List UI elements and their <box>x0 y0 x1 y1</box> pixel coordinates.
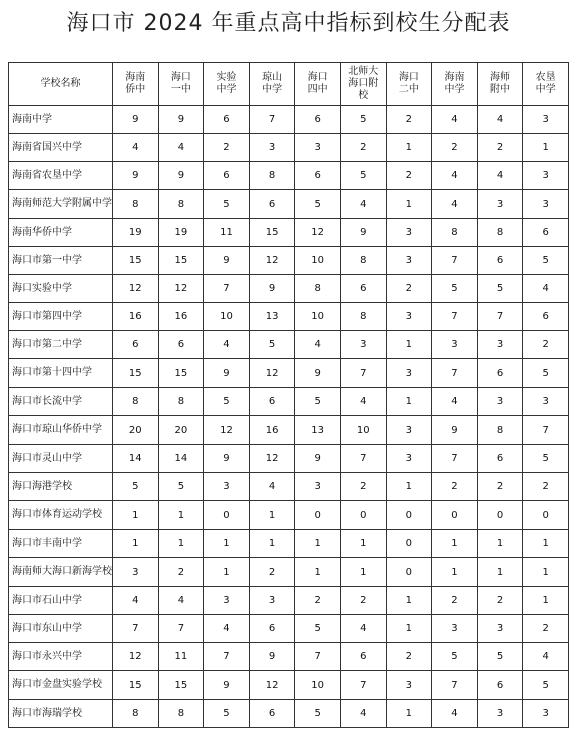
quota-cell: 6 <box>158 331 204 359</box>
quota-cell: 1 <box>386 587 432 615</box>
quota-cell: 3 <box>249 134 295 162</box>
quota-cell: 1 <box>295 530 341 558</box>
quota-cell: 8 <box>158 388 204 416</box>
quota-cell: 2 <box>432 134 478 162</box>
quota-cell: 6 <box>340 643 386 671</box>
table-row <box>9 671 569 700</box>
quota-cell: 2 <box>477 134 523 162</box>
table-row <box>9 530 569 558</box>
school-name-cell: 海口海港学校 <box>9 473 113 501</box>
quota-cell: 2 <box>523 331 569 359</box>
quota-cell: 5 <box>432 643 478 671</box>
quota-cell: 6 <box>477 445 523 473</box>
quota-cell: 7 <box>340 671 386 700</box>
table-row <box>9 162 569 190</box>
quota-cell: 4 <box>340 388 386 416</box>
quota-cell: 5 <box>340 106 386 134</box>
school-name-cell: 海口市石山中学 <box>9 587 113 615</box>
allocation-table <box>8 62 569 728</box>
quota-cell: 6 <box>113 331 159 359</box>
quota-cell: 9 <box>158 162 204 190</box>
quota-cell: 0 <box>204 501 250 530</box>
quota-cell: 2 <box>249 558 295 587</box>
quota-cell: 3 <box>432 615 478 643</box>
table-body <box>9 106 569 728</box>
quota-cell: 7 <box>432 247 478 275</box>
quota-cell: 1 <box>386 615 432 643</box>
quota-cell: 3 <box>477 331 523 359</box>
quota-cell: 5 <box>523 445 569 473</box>
quota-cell: 9 <box>432 416 478 445</box>
quota-cell: 2 <box>432 587 478 615</box>
school-name-cell: 海口市第一中学 <box>9 247 113 275</box>
quota-cell: 3 <box>523 700 569 728</box>
school-name-cell: 海口市第十四中学 <box>9 359 113 388</box>
quota-cell: 16 <box>113 303 159 331</box>
quota-cell: 6 <box>249 388 295 416</box>
quota-cell: 10 <box>204 303 250 331</box>
quota-cell: 2 <box>158 558 204 587</box>
quota-cell: 4 <box>340 190 386 219</box>
quota-cell: 3 <box>386 416 432 445</box>
quota-cell: 5 <box>113 473 159 501</box>
quota-cell: 2 <box>523 615 569 643</box>
quota-cell: 3 <box>386 247 432 275</box>
table-row <box>9 388 569 416</box>
quota-cell: 5 <box>158 473 204 501</box>
school-name-cell: 海口市体育运动学校 <box>9 501 113 530</box>
quota-cell: 2 <box>386 162 432 190</box>
quota-cell: 1 <box>340 530 386 558</box>
quota-cell: 3 <box>386 219 432 247</box>
quota-cell: 1 <box>477 558 523 587</box>
quota-cell: 1 <box>523 587 569 615</box>
quota-cell: 2 <box>386 275 432 303</box>
quota-cell: 6 <box>477 359 523 388</box>
quota-cell: 10 <box>295 303 341 331</box>
quota-cell: 3 <box>477 700 523 728</box>
quota-cell: 15 <box>113 359 159 388</box>
school-name-cell: 海口市长流中学 <box>9 388 113 416</box>
quota-cell: 3 <box>386 359 432 388</box>
quota-cell: 3 <box>204 473 250 501</box>
quota-cell: 5 <box>523 247 569 275</box>
quota-cell: 0 <box>295 501 341 530</box>
table-row <box>9 615 569 643</box>
quota-cell: 1 <box>432 558 478 587</box>
school-name-cell: 海口市丰南中学 <box>9 530 113 558</box>
quota-cell: 6 <box>204 106 250 134</box>
quota-cell: 9 <box>295 445 341 473</box>
school-name-cell: 海口市东山中学 <box>9 615 113 643</box>
quota-cell: 2 <box>340 473 386 501</box>
quota-cell: 3 <box>340 331 386 359</box>
quota-cell: 9 <box>113 106 159 134</box>
quota-cell: 4 <box>477 162 523 190</box>
quota-cell: 8 <box>113 190 159 219</box>
quota-cell: 1 <box>386 388 432 416</box>
quota-cell: 3 <box>432 331 478 359</box>
quota-cell: 4 <box>204 331 250 359</box>
table-row <box>9 247 569 275</box>
quota-cell: 3 <box>523 106 569 134</box>
quota-cell: 3 <box>249 587 295 615</box>
quota-cell: 6 <box>249 615 295 643</box>
header-school-col: 海师 附中 <box>477 63 523 106</box>
quota-cell: 6 <box>295 106 341 134</box>
quota-cell: 1 <box>249 501 295 530</box>
quota-cell: 1 <box>204 558 250 587</box>
quota-cell: 4 <box>204 615 250 643</box>
quota-cell: 3 <box>113 558 159 587</box>
quota-cell: 1 <box>249 530 295 558</box>
quota-cell: 0 <box>386 501 432 530</box>
quota-cell: 2 <box>477 587 523 615</box>
quota-cell: 5 <box>204 388 250 416</box>
quota-cell: 5 <box>340 162 386 190</box>
quota-cell: 5 <box>249 331 295 359</box>
quota-cell: 7 <box>523 416 569 445</box>
quota-cell: 20 <box>158 416 204 445</box>
table-row <box>9 275 569 303</box>
quota-cell: 6 <box>204 162 250 190</box>
quota-cell: 8 <box>113 700 159 728</box>
quota-cell: 5 <box>295 388 341 416</box>
header-school-col: 海南 侨中 <box>113 63 159 106</box>
quota-cell: 2 <box>340 587 386 615</box>
quota-cell: 19 <box>158 219 204 247</box>
school-name-cell: 海南中学 <box>9 106 113 134</box>
quota-cell: 9 <box>158 106 204 134</box>
header-school-name: 学校名称 <box>9 63 113 106</box>
table-row <box>9 445 569 473</box>
quota-cell: 19 <box>113 219 159 247</box>
quota-cell: 3 <box>386 303 432 331</box>
quota-cell: 10 <box>340 416 386 445</box>
quota-cell: 1 <box>386 190 432 219</box>
quota-cell: 6 <box>523 303 569 331</box>
quota-cell: 8 <box>249 162 295 190</box>
table-row <box>9 303 569 331</box>
quota-cell: 15 <box>158 247 204 275</box>
quota-cell: 8 <box>432 219 478 247</box>
table-row <box>9 219 569 247</box>
quota-cell: 9 <box>204 247 250 275</box>
quota-cell: 6 <box>523 219 569 247</box>
table-row <box>9 587 569 615</box>
quota-cell: 8 <box>340 247 386 275</box>
quota-cell: 3 <box>477 190 523 219</box>
header-school-col: 农垦 中学 <box>523 63 569 106</box>
quota-cell: 9 <box>249 643 295 671</box>
school-name-cell: 海口市永兴中学 <box>9 643 113 671</box>
school-name-cell: 海口市金盘实验学校 <box>9 671 113 700</box>
quota-cell: 4 <box>523 275 569 303</box>
quota-cell: 5 <box>523 359 569 388</box>
quota-cell: 9 <box>249 275 295 303</box>
quota-cell: 15 <box>113 671 159 700</box>
quota-cell: 16 <box>158 303 204 331</box>
table-row <box>9 473 569 501</box>
school-name-cell: 海南省国兴中学 <box>9 134 113 162</box>
quota-cell: 12 <box>249 359 295 388</box>
quota-cell: 3 <box>386 445 432 473</box>
school-name-cell: 海南师范大学附属中学 <box>9 190 113 219</box>
quota-cell: 5 <box>432 275 478 303</box>
quota-cell: 1 <box>386 473 432 501</box>
quota-cell: 2 <box>386 106 432 134</box>
quota-cell: 8 <box>113 388 159 416</box>
school-name-cell: 海南华侨中学 <box>9 219 113 247</box>
table-row <box>9 359 569 388</box>
quota-cell: 0 <box>386 558 432 587</box>
school-name-cell: 海南省农垦中学 <box>9 162 113 190</box>
quota-cell: 10 <box>295 247 341 275</box>
quota-cell: 6 <box>477 247 523 275</box>
quota-cell: 4 <box>113 587 159 615</box>
quota-cell: 8 <box>477 219 523 247</box>
quota-cell: 0 <box>386 530 432 558</box>
quota-cell: 9 <box>340 219 386 247</box>
header-school-col: 海口 二中 <box>386 63 432 106</box>
quota-cell: 7 <box>432 671 478 700</box>
quota-cell: 3 <box>295 473 341 501</box>
quota-cell: 12 <box>249 671 295 700</box>
header-school-col: 海口 四中 <box>295 63 341 106</box>
quota-cell: 12 <box>113 275 159 303</box>
quota-cell: 3 <box>204 587 250 615</box>
quota-cell: 2 <box>386 643 432 671</box>
quota-cell: 7 <box>340 359 386 388</box>
quota-cell: 0 <box>432 501 478 530</box>
quota-cell: 12 <box>249 247 295 275</box>
quota-cell: 1 <box>113 501 159 530</box>
quota-cell: 8 <box>158 700 204 728</box>
quota-cell: 1 <box>295 558 341 587</box>
quota-cell: 12 <box>295 219 341 247</box>
quota-cell: 14 <box>158 445 204 473</box>
quota-cell: 1 <box>158 501 204 530</box>
table-row <box>9 190 569 219</box>
header-school-col: 北师大 海口附 校 <box>340 63 386 106</box>
quota-cell: 20 <box>113 416 159 445</box>
header-school-col: 海口 一中 <box>158 63 204 106</box>
quota-cell: 9 <box>295 359 341 388</box>
quota-cell: 1 <box>523 558 569 587</box>
table-row <box>9 501 569 530</box>
quota-cell: 4 <box>432 700 478 728</box>
header-school-col: 琼山 中学 <box>249 63 295 106</box>
quota-cell: 1 <box>523 134 569 162</box>
quota-cell: 6 <box>249 700 295 728</box>
quota-cell: 4 <box>158 587 204 615</box>
quota-cell: 3 <box>295 134 341 162</box>
table-row <box>9 416 569 445</box>
quota-cell: 4 <box>477 106 523 134</box>
quota-cell: 5 <box>295 615 341 643</box>
table-row <box>9 331 569 359</box>
quota-cell: 4 <box>523 643 569 671</box>
quota-cell: 5 <box>477 275 523 303</box>
quota-cell: 1 <box>386 134 432 162</box>
quota-cell: 4 <box>113 134 159 162</box>
quota-cell: 6 <box>340 275 386 303</box>
quota-cell: 3 <box>523 190 569 219</box>
quota-cell: 12 <box>158 275 204 303</box>
school-name-cell: 海口市灵山中学 <box>9 445 113 473</box>
quota-cell: 3 <box>477 615 523 643</box>
quota-cell: 4 <box>432 388 478 416</box>
quota-cell: 4 <box>340 615 386 643</box>
table-row <box>9 106 569 134</box>
quota-cell: 1 <box>523 530 569 558</box>
quota-cell: 12 <box>113 643 159 671</box>
quota-cell: 8 <box>340 303 386 331</box>
quota-cell: 1 <box>158 530 204 558</box>
school-name-cell: 海口市海瑞学校 <box>9 700 113 728</box>
quota-cell: 14 <box>113 445 159 473</box>
school-name-cell: 海口市第四中学 <box>9 303 113 331</box>
quota-cell: 15 <box>158 671 204 700</box>
quota-cell: 5 <box>295 700 341 728</box>
quota-cell: 16 <box>249 416 295 445</box>
quota-cell: 2 <box>432 473 478 501</box>
quota-cell: 13 <box>295 416 341 445</box>
quota-cell: 3 <box>523 162 569 190</box>
quota-cell: 4 <box>432 162 478 190</box>
quota-cell: 10 <box>295 671 341 700</box>
quota-cell: 6 <box>477 671 523 700</box>
quota-cell: 11 <box>158 643 204 671</box>
quota-cell: 7 <box>477 303 523 331</box>
quota-cell: 7 <box>113 615 159 643</box>
quota-cell: 8 <box>295 275 341 303</box>
quota-cell: 7 <box>432 303 478 331</box>
quota-cell: 7 <box>204 275 250 303</box>
school-name-cell: 海口市第二中学 <box>9 331 113 359</box>
quota-cell: 9 <box>204 359 250 388</box>
table-row <box>9 700 569 728</box>
quota-cell: 2 <box>340 134 386 162</box>
quota-cell: 11 <box>204 219 250 247</box>
quota-cell: 13 <box>249 303 295 331</box>
quota-cell: 4 <box>340 700 386 728</box>
quota-cell: 4 <box>295 331 341 359</box>
quota-cell: 1 <box>113 530 159 558</box>
quota-cell: 7 <box>340 445 386 473</box>
quota-cell: 0 <box>523 501 569 530</box>
quota-cell: 6 <box>295 162 341 190</box>
quota-cell: 0 <box>477 501 523 530</box>
quota-cell: 3 <box>477 388 523 416</box>
quota-cell: 9 <box>204 445 250 473</box>
quota-cell: 7 <box>249 106 295 134</box>
page-title: 海口市 2024 年重点高中指标到校生分配表 <box>66 11 511 36</box>
table-row <box>9 558 569 587</box>
quota-cell: 1 <box>340 558 386 587</box>
quota-cell: 7 <box>295 643 341 671</box>
quota-cell: 5 <box>204 190 250 219</box>
quota-cell: 15 <box>249 219 295 247</box>
quota-cell: 7 <box>158 615 204 643</box>
quota-cell: 9 <box>113 162 159 190</box>
quota-cell: 2 <box>523 473 569 501</box>
quota-cell: 1 <box>386 700 432 728</box>
quota-cell: 2 <box>477 473 523 501</box>
quota-cell: 15 <box>158 359 204 388</box>
quota-cell: 5 <box>204 700 250 728</box>
quota-cell: 1 <box>477 530 523 558</box>
quota-cell: 7 <box>204 643 250 671</box>
quota-cell: 12 <box>249 445 295 473</box>
quota-cell: 7 <box>432 445 478 473</box>
quota-cell: 5 <box>523 671 569 700</box>
quota-cell: 2 <box>204 134 250 162</box>
quota-cell: 4 <box>249 473 295 501</box>
quota-cell: 2 <box>295 587 341 615</box>
quota-cell: 9 <box>204 671 250 700</box>
header-school-col: 实验 中学 <box>204 63 250 106</box>
quota-cell: 7 <box>432 359 478 388</box>
quota-cell: 8 <box>158 190 204 219</box>
quota-cell: 4 <box>158 134 204 162</box>
quota-cell: 6 <box>249 190 295 219</box>
quota-cell: 4 <box>432 190 478 219</box>
quota-cell: 1 <box>386 331 432 359</box>
school-name-cell: 海口实验中学 <box>9 275 113 303</box>
quota-cell: 12 <box>204 416 250 445</box>
quota-cell: 3 <box>386 671 432 700</box>
quota-cell: 15 <box>113 247 159 275</box>
school-name-cell: 海口市琼山华侨中学 <box>9 416 113 445</box>
quota-cell: 1 <box>432 530 478 558</box>
school-name-cell: 海南师大海口新海学校 <box>9 558 113 587</box>
quota-cell: 1 <box>204 530 250 558</box>
header-school-col: 海南 中学 <box>432 63 478 106</box>
table-header-row <box>9 63 569 106</box>
quota-cell: 5 <box>295 190 341 219</box>
quota-cell: 5 <box>477 643 523 671</box>
quota-cell: 8 <box>477 416 523 445</box>
quota-cell: 3 <box>523 388 569 416</box>
quota-cell: 0 <box>340 501 386 530</box>
table-row <box>9 134 569 162</box>
table-row <box>9 643 569 671</box>
quota-cell: 4 <box>432 106 478 134</box>
